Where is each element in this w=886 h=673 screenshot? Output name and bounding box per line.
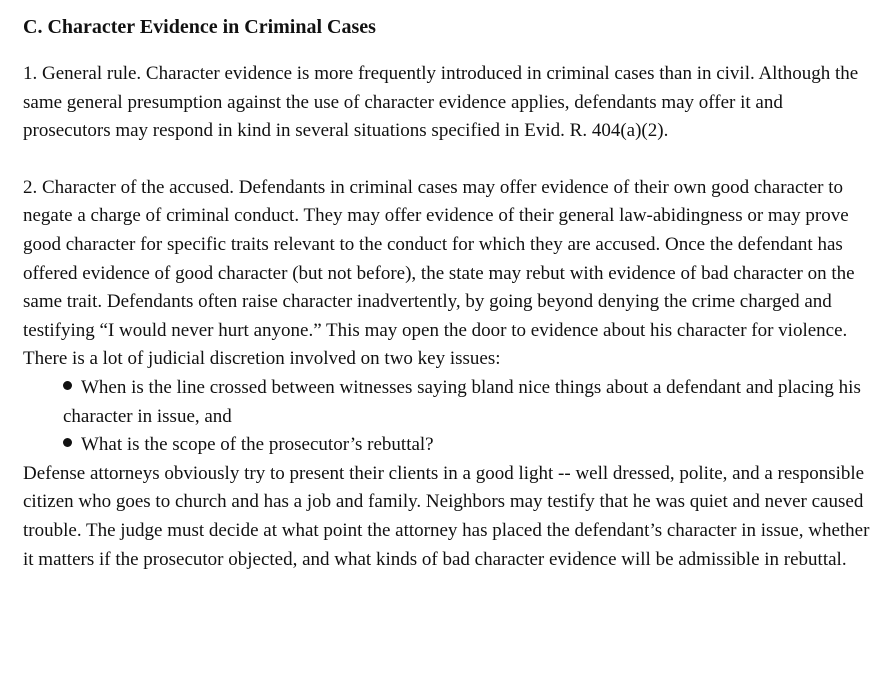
key-issues-list	[23, 374, 873, 460]
bullet-icon	[63, 438, 72, 447]
list-item	[63, 374, 873, 431]
paragraph-defense-attorneys: Defense attorneys obviously try to present their clients in a good light -- well dressed, polite, and a responsible citizen who goes to church and has a job and family. Neighbors may testify that he was quiet and never caused trouble. The judge must decide at what point the attorney has placed the defendant’s character in issue, whether it matters if the prosecutor objected, and what kinds of bad character evidence will be admissible in rebuttal.	[23, 462, 870, 570]
list-item-text: When is the line crossed between witnesses saying bland nice things about a defendant and placing his character in issue, and	[63, 376, 861, 427]
section-heading: C. Character Evidence in Criminal Cases	[23, 16, 376, 38]
paragraph-character-of-accused: 2. Character of the accused. Defendants in criminal cases may offer evidence of their own good character to negate a charge of criminal conduct. They may offer evidence of their general law-abidingness or may prove good character for specific traits relevant to the conduct for which they are accused. Once the defendant has offered evidence of good character (but not before), the state may rebut with evidence of bad character on the same trait. Defendants often raise character inadvertently, by going beyond denying the crime charged and testifying “I would never hurt anyone.” This may open the door to evidence about his character for violence. There is a lot of judicial discretion involved on two key issues:	[23, 176, 855, 370]
paragraph-general-rule: 1. General rule. Character evidence is more frequently introduced in criminal cases than in civil. Although the same general presumption against the use of character evidence applies, defendants may offer it and prosecutors may respond in kind in several situations specified in Evid. R. 404(a)(2).	[23, 63, 859, 142]
list-item-text: What is the scope of the prosecutor’s rebuttal?	[81, 434, 434, 456]
bullet-icon	[63, 381, 72, 390]
list-item	[63, 431, 873, 460]
document-page	[23, 14, 873, 574]
paragraph-spacer	[23, 146, 873, 174]
